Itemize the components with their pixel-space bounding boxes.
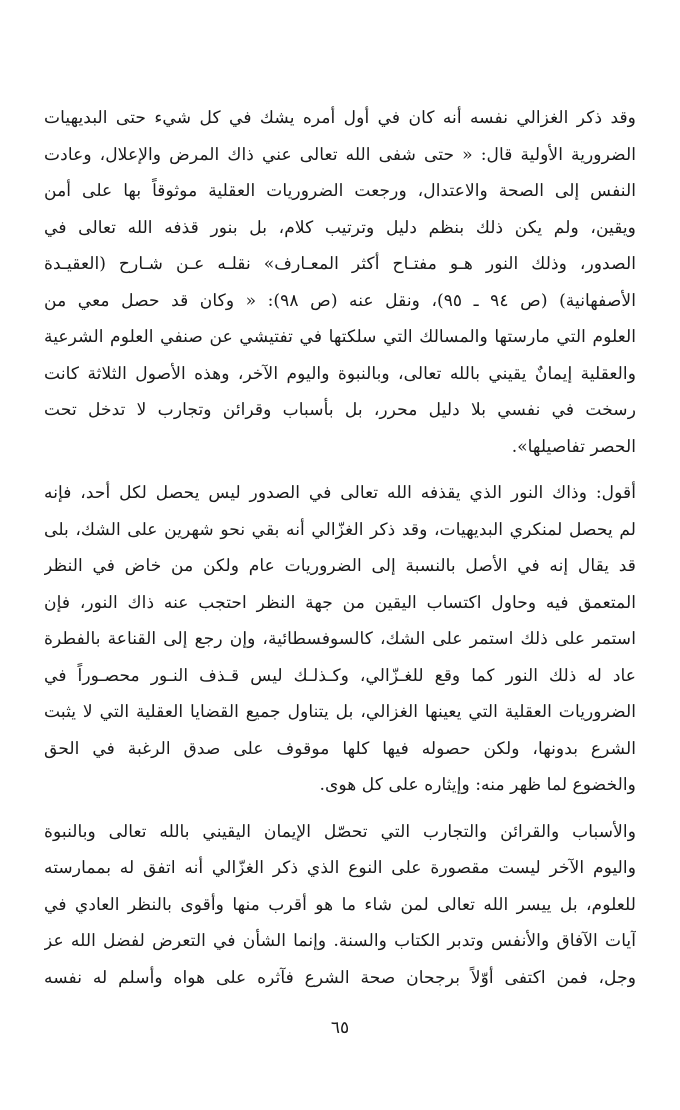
page-body — [44, 100, 636, 1004]
text-line: المتعمق فيه وحاول اكتساب اليقين من جهة النظر احتجب عنه ذاك النور، فإن — [44, 592, 636, 613]
text-line: الشرع بدونها، ولكن حصوله فيها كلها موقوف على صدق الرغبة في الحق — [44, 738, 636, 759]
text-line: قد يقال إنه في الأصل بالنسبة إلى الضروريات عام ولكن من خاض في النظر — [44, 556, 636, 576]
text-line: النفس إلى الصحة والاعتدال، ورجعت الضروريات العقلية موثوقاً بها على أمن — [44, 181, 636, 201]
text-line: آيات الآفاق والأنفس وتدبر الكتاب والسنة. وإنما الشأن في التعرض لفضل الله عز — [44, 931, 636, 951]
text-line: أقول: وذاك النور الذي يقذفه الله تعالى في الصدور ليس يحصل لكل أحد، فإنه — [44, 483, 636, 503]
text-line: الصدور، وذلك النور هـو مفتـاح أكثر المعـارف» نقلـه عـن شـارح (العقيـدة — [44, 254, 636, 274]
text-line: والخضوع لما ظهر منه: وإيثاره على كل هوى. — [319, 775, 636, 795]
text-line: الضرورية الأولية قال: « حتى شفى الله تعالى عني ذاك المرض والإعلال، وعادت — [44, 144, 636, 165]
text-line: وجل، فمن اكتفى أوّلاً برجحان صحة الشرع فآثره على هواه وأسلم له نفسه — [44, 967, 636, 988]
text-line: لم يحصل لمنكري البديهيات، وقد ذكر الغزّالي أنه بقي نحو شهرين على الشك، بلى — [44, 519, 636, 540]
text-line: الأصفهانية) (ص ٩٤ ـ ٩٥)، ونقل عنه (ص ٩٨): « وكان قد حصل معي من — [44, 290, 636, 311]
text-line: رسخت في نفسي بلا دليل محرر، بل بأسباب وقرائن وتجارب لا تدخل تحت — [44, 400, 636, 420]
text-line: العلوم التي مارستها والمسالك التي سلكتها في تفتيشي عن صنفي العلوم الشرعية — [44, 327, 636, 347]
text-line: الضروريات العقلية التي يعينها الغزالي، بل يتناول جميع القضايا العقلية التي لا يثبت — [44, 702, 636, 722]
text-line: وقد ذكر الغزالي نفسه أنه كان في أول أمره يشك في كل شيء حتى البديهيات — [44, 108, 636, 128]
text-line: والأسباب والقرائن والتجارب التي تحصّل الإيمان اليقيني بالله تعالى وبالنبوة — [44, 821, 636, 842]
text-line: عاد له ذلك النور كما وقع للغـزّالي، وكـذلـك ليس قـذف النـور محصـوراً في — [44, 665, 636, 686]
text-line: استمر على ذلك استمر على الشك، كالسوفسطائية، وإن رجع إلى القناعة بالفطرة — [44, 629, 636, 649]
paragraph-3 — [44, 814, 636, 997]
page-number: ٦٥ — [330, 1018, 350, 1038]
text-line: ويقين، ولم يكن ذلك بنظم دليل وترتيب كلام، بل بنور قذفه الله تعالى في — [44, 217, 636, 238]
paragraph-1 — [44, 100, 636, 465]
paragraph-2 — [44, 475, 636, 804]
text-line: واليوم الآخر ليست مقصورة على النوع الذي ذكر الغزّالي أنه اتفق له بممارسته — [44, 858, 636, 878]
text-line: للعلوم، بل ييسر الله تعالى لمن شاء ما هو أقرب منها وأقوى بالنظر العادي في — [44, 894, 636, 915]
text-line: والعقلية إيمانٌ يقيني بالله تعالى، وبالنبوة واليوم الآخر، وهذه الأصول الثلاثة كانت — [44, 363, 636, 384]
text-line: الحصر تفاصيلها». — [511, 436, 636, 457]
